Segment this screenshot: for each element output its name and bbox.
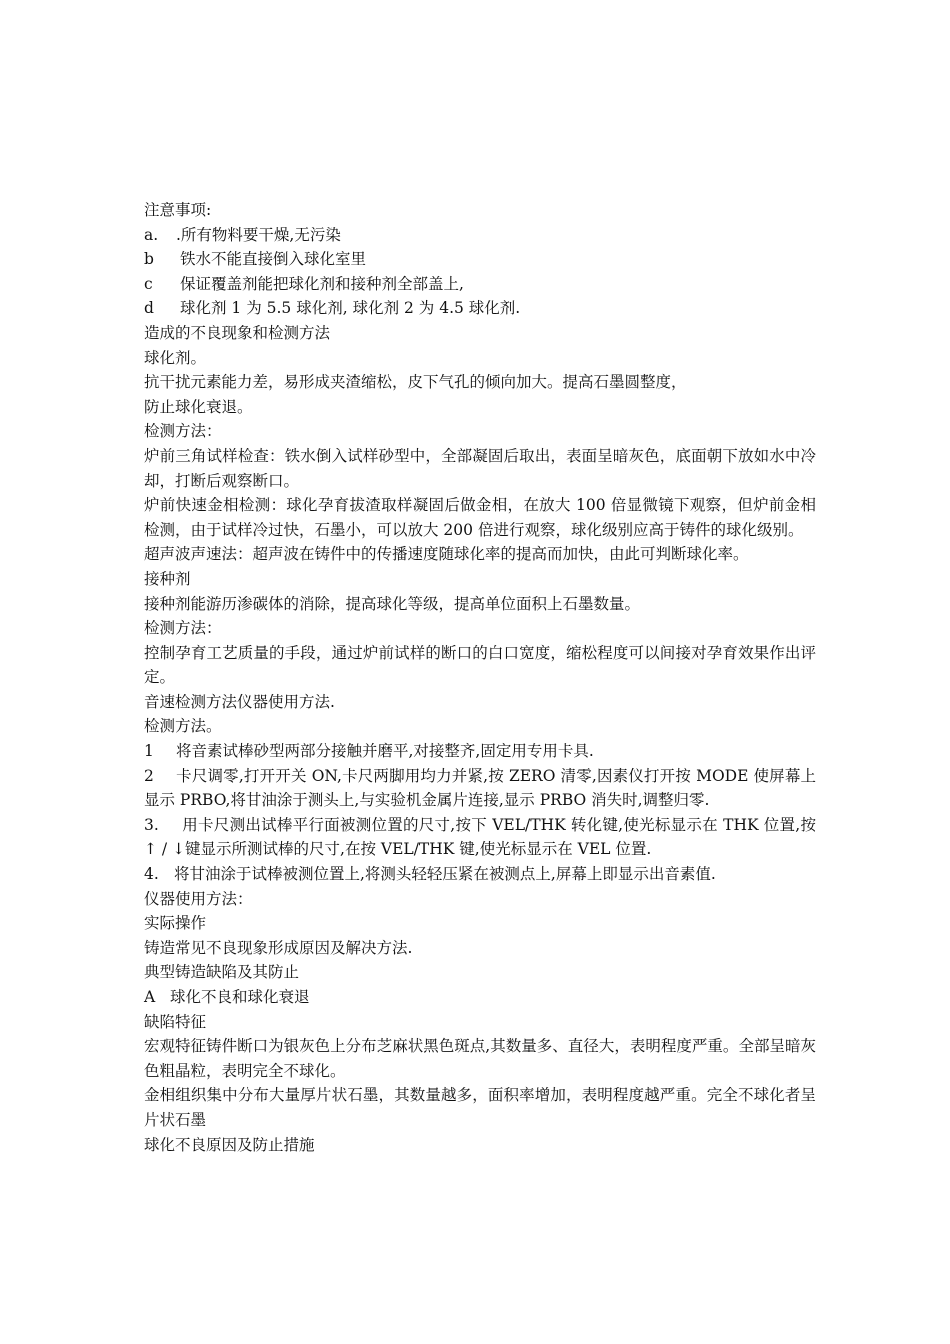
list-marker: b bbox=[144, 250, 154, 269]
list-marker: 4. bbox=[144, 865, 159, 884]
list-text: 球化剂 1 为 5.5 球化剂, 球化剂 2 为 4.5 球化剂. bbox=[180, 299, 521, 318]
paragraph: 控制孕育工艺质量的手段，通过炉前试样的断口的白口宽度，缩松程度可以间接对孕育效果作出评定。 bbox=[144, 643, 816, 687]
subsection-heading: 缺陷特征 bbox=[144, 1012, 207, 1031]
subsection-heading: 球化剂。 bbox=[144, 348, 207, 367]
section-heading: 音速检测方法仪器使用方法. bbox=[144, 692, 335, 711]
paragraph: 抗干扰元素能力差，易形成夹渣缩松，皮下气孔的倾向加大。提高石墨圆整度， bbox=[144, 373, 687, 392]
list-text: 铁水不能直接倒入球化室里 bbox=[180, 250, 367, 269]
subsection-heading: 接种剂 bbox=[144, 569, 191, 588]
paragraph: 金相组织集中分布大量厚片状石墨，其数量越多，面积率增加，表明程度越严重。完全不球化者呈片状石墨 bbox=[144, 1086, 816, 1129]
subsection-heading: 检测方法： bbox=[144, 422, 222, 441]
list-item-b bbox=[144, 247, 816, 272]
list-item-a bbox=[144, 223, 816, 248]
step-2 bbox=[144, 764, 816, 813]
paragraph: 防止球化衰退。 bbox=[144, 397, 253, 416]
list-text: .所有物料要干燥,无污染 bbox=[176, 225, 341, 244]
paragraph: 炉前三角试样检查：铁水倒入试样砂型中，全部凝固后取出，表面呈暗灰色，底面朝下放如水中冷却，打断后观察断口。 bbox=[144, 446, 816, 490]
subsection-heading: 仪器使用方法： bbox=[144, 889, 253, 908]
paragraph: 炉前快速金相检测：球化孕育拔渣取样凝固后做金相，在放大 100 倍显微镜下观察，但炉前金相检测，由于试样冷过快，石墨小，可以放大 200 倍进行观察，球化级别应高于铸件的球化级别。 bbox=[144, 496, 816, 539]
list-text: 用卡尺测出试棒平行面被测位置的尺寸,按下 VEL/THK 转化键,使光标显示在 THK 位置,按↑ / ↓键显示所测试棒的尺寸,在按 VEL/THK 键,使光标显示在 VEL 位置. bbox=[144, 815, 816, 859]
step-1 bbox=[144, 739, 816, 764]
list-item-d bbox=[144, 296, 816, 321]
subsection-heading: 检测方法： bbox=[144, 619, 222, 638]
list-marker: a. bbox=[144, 225, 159, 244]
list-marker: d bbox=[144, 299, 154, 318]
list-item-A bbox=[144, 985, 816, 1010]
step-4 bbox=[144, 862, 816, 887]
section-heading: 铸造常见不良现象形成原因及解决方法. bbox=[144, 938, 413, 957]
list-marker: 2 bbox=[144, 766, 154, 785]
paragraph: 超声波声速法：超声波在铸件中的传播速度随球化率的提高而加快，由此可判断球化率。 bbox=[144, 545, 749, 564]
list-text: 将甘油涂于试棒被测位置上,将测头轻轻压紧在被测点上,屏幕上即显示出音素值. bbox=[174, 865, 716, 884]
notes-heading: 注意事项: bbox=[144, 201, 212, 219]
list-text: 保证覆盖剂能把球化剂和接种剂全部盖上, bbox=[180, 274, 464, 293]
list-text: 卡尺调零,打开开关 ON,卡尺两脚用均力并紧,按 ZERO 清零,因素仪打开按 MODE 使屏幕上显示 PRBO,将甘油涂于测头上,与实验机金属片连接,显示 PRBO 消失时,调整归零. bbox=[144, 766, 816, 810]
step-3 bbox=[144, 813, 816, 862]
list-marker: c bbox=[144, 274, 153, 293]
subsection-heading: 检测方法。 bbox=[144, 717, 222, 736]
subsection-heading: 球化不良原因及防止措施 bbox=[144, 1135, 315, 1154]
section-heading: 典型铸造缺陷及其防止 bbox=[144, 963, 300, 982]
paragraph: 宏观特征铸件断口为银灰色上分布芝麻状黑色斑点,其数量多、直径大，表明程度严重。全部呈暗灰色粗晶粒，表明完全不球化。 bbox=[144, 1037, 816, 1080]
list-text: 球化不良和球化衰退 bbox=[170, 988, 310, 1006]
subsection-heading: 实际操作 bbox=[144, 914, 207, 933]
list-text: 将音素试棒砂型两部分接触并磨平,对接整齐,固定用专用卡具. bbox=[176, 742, 594, 761]
list-marker: 3. bbox=[144, 815, 159, 834]
list-marker: 1 bbox=[144, 742, 154, 761]
list-item-c bbox=[144, 272, 816, 297]
list-marker: A bbox=[144, 988, 156, 1006]
document-body bbox=[144, 198, 816, 1157]
paragraph: 接种剂能游历渗碳体的消除，提高球化等级，提高单位面积上石墨数量。 bbox=[144, 594, 641, 613]
section-heading: 造成的不良现象和检测方法 bbox=[144, 323, 331, 342]
